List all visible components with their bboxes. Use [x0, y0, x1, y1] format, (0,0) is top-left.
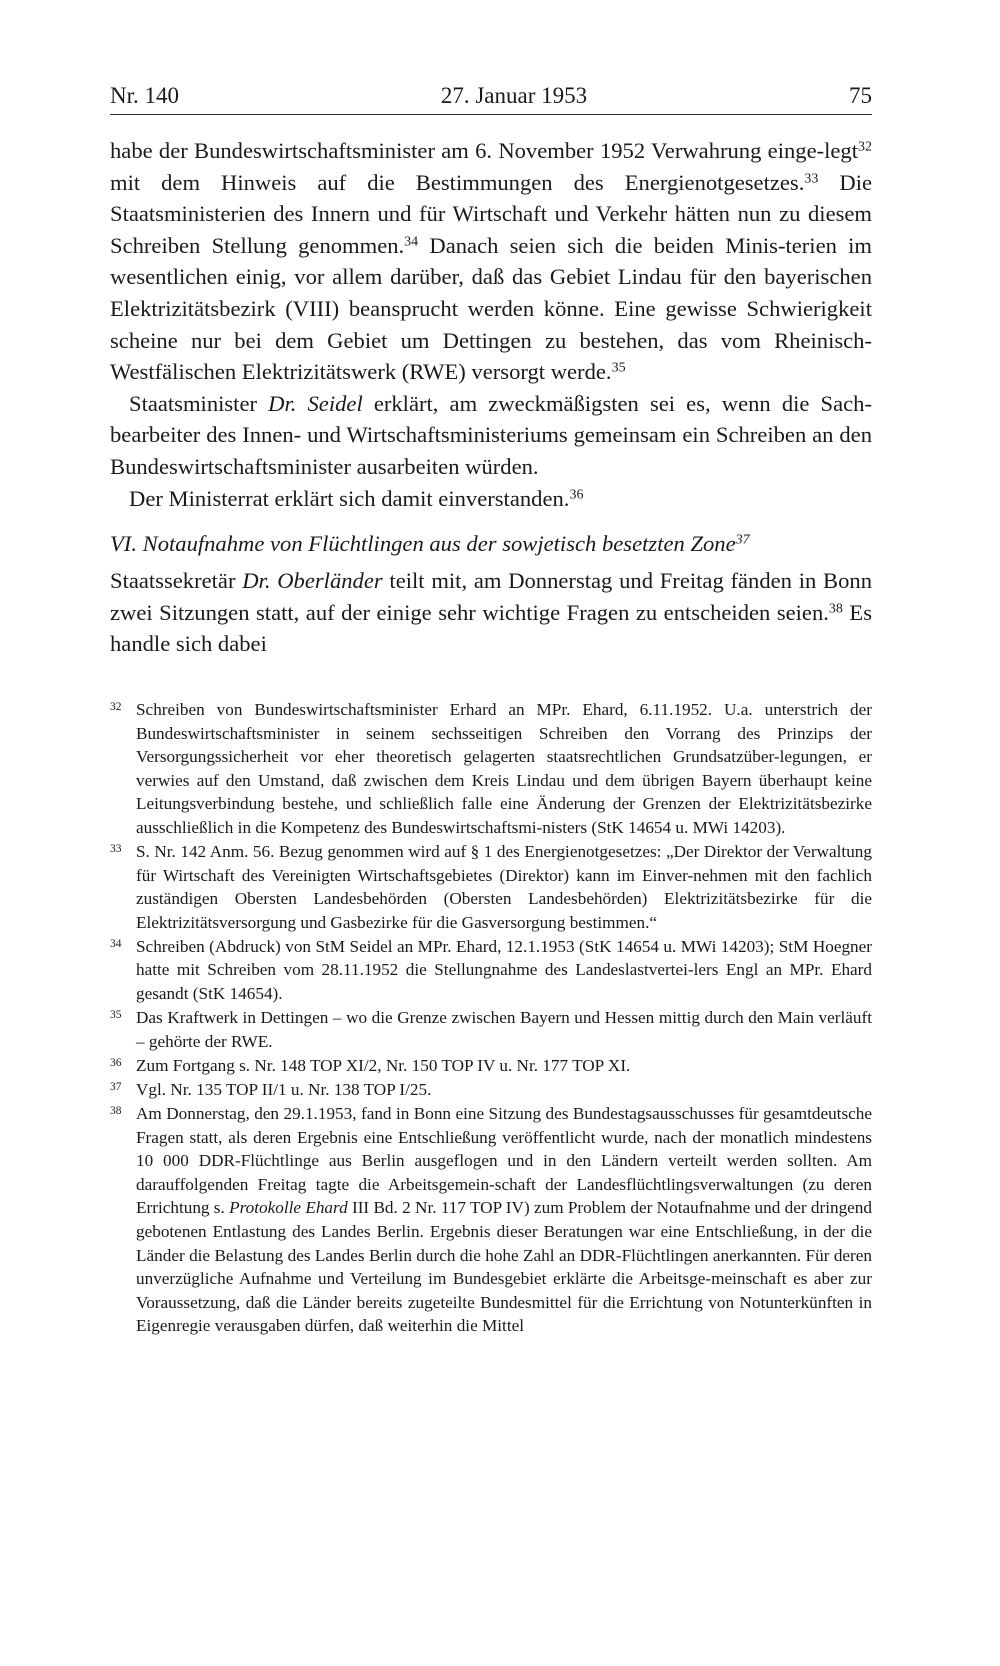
- footnote-number: 34: [110, 937, 122, 950]
- paragraph: Staatssekretär Dr. Oberländer teilt mit, am Donnerstag und Freitag fänden in Bonn zwei Sitzungen statt, auf der einige sehr wichtige Fragen zu entscheiden seien.$^{38}$ Es handle sich dabei: [110, 568, 873, 657]
- footnote-text: Vgl. Nr. 135 TOP II/1 u. Nr. 138 TOP I/25.: [136, 1079, 432, 1099]
- footnotes: [110, 698, 872, 1338]
- footnote-text: Am Donnerstag, den 29.1.1953, fand in Bonn eine Sitzung des Bundestagsausschusses für gesamtdeutsche Fragen statt, als deren Ergebnis eine Entschließung veröffentlicht wurde, nach der monatlich mindestens 10 000 DDR-Flüchtlinge aus Berlin ausgeflogen und in den Ländern verteilt werden sollten. Am darauffolgenden Freitag tagte die Arbeitsgemein-schaft der Landesflüchtlingsverwaltungen (zu deren Errichtung s. Protokolle Ehard III Bd. 2 Nr. 117 TOP IV) zum Problem der Notaufnahme und der dringend gebotenen Entlastung des Landes Berlin. Ergebnis dieser Beratungen war eine Entschließung, in der die Länder die Belastung des Landes Berlin durch die hohe Zahl an DDR-Flüchtlingen anerkannten. Für deren unverzügliche Aufnahme und Verteilung im Bundesgebiet erklärte die Arbeitsge-meinschaft es aber zur Voraussetzung, daß die Länder bereits zugeteilte Bundesmittel für die Errichtung von Notunterkünften in Eigenregie verausgaben dürfen, daß weiterhin die Mittel: [136, 1104, 872, 1336]
- page-number: 75: [849, 83, 872, 108]
- paragraph: Staatsminister Dr. Seidel erklärt, am zweckmäßigsten sei es, wenn die Sach-bearbeiter des Innen- und Wirtschaftsministeriums gemeinsam ein Schreiben an den Bundeswirtschaftsminister ausarbeiten würden.: [110, 390, 872, 479]
- footnote-32: [110, 698, 872, 840]
- footnote-ref-32[interactable]: 32: [858, 139, 872, 155]
- cited-work-title: Protokolle Ehard: [229, 1198, 348, 1218]
- footnote-number: 37: [110, 1080, 122, 1093]
- footnote-ref-35[interactable]: 35: [611, 360, 626, 376]
- speaker-name: Dr. Oberländer: [242, 568, 383, 594]
- footnote-ref-37[interactable]: 37: [735, 532, 750, 548]
- footnote-ref-36[interactable]: 36: [569, 486, 584, 502]
- footnote-number: 32: [110, 700, 122, 713]
- footnote-number: 33: [110, 842, 122, 855]
- main-text: [110, 135, 872, 660]
- footnote-number: 38: [110, 1105, 122, 1117]
- footnote-text: Schreiben (Abdruck) von StM Seidel an MPr. Ehard, 12.1.1953 (StK 14654 u. MWi 14203); StM Hoegner hatte mit Schreiben vom 28.11.1952 die Stellungnahme des Landeslastvertei-lers Engl an MPr. Ehard gesandt (StK 14654).: [136, 936, 872, 1004]
- section-heading: VI. Notaufnahme von Flüchtlingen aus der sowjetisch besetzten Zone$^{37}$: [110, 531, 750, 557]
- footnote-33: [110, 840, 872, 934]
- footnote-text: Das Kraftwerk in Dettingen – wo die Grenze zwischen Bayern und Hessen mittig durch den Main verläuft – gehörte der RWE.: [136, 1008, 872, 1051]
- footnote-36: [110, 1054, 872, 1078]
- document-number: Nr. 140: [110, 83, 179, 108]
- session-date: 27. Januar 1953: [440, 83, 588, 108]
- document-page: [110, 82, 872, 1338]
- footnote-ref-34[interactable]: 34: [404, 234, 419, 250]
- footnote-34: [110, 935, 872, 1006]
- footnote-ref-38[interactable]: 38: [828, 601, 843, 617]
- footnote-35: [110, 1006, 872, 1053]
- footnote-text: Zum Fortgang s. Nr. 148 TOP XI/2, Nr. 150 TOP IV u. Nr. 177 TOP XI.: [136, 1055, 631, 1075]
- paragraph: habe der Bundeswirtschaftsminister am 6. November 1952 Verwahrung einge-legt$^{32}$ mit dem Hinweis auf die Bestimmungen des Energienotgesetzes.$^{33}$ Die Staatsministerien des Innern und für Wirtschaft und Verkehr hätten nun zu diesem Schreiben Stellung genommen.$^{34}$ Danach seien sich die beiden Minis-terien im wesentlichen einig, vor allem darüber, daß das Gebiet Lindau für den bayerischen Elektrizitätsbezirk (VIII) beansprucht werden könne. Eine gewisse Schwierigkeit scheine nur bei dem Gebiet um Dettingen zu bestehen, das vom Rheinisch-Westfälischen Elektrizitätswerk (RWE) versorgt werde.$^{35}$: [110, 138, 872, 385]
- speaker-name: Dr. Seidel: [268, 390, 363, 416]
- footnote-number: 35: [110, 1009, 122, 1022]
- footnote-text: Schreiben von Bundeswirtschaftsminister Erhard an MPr. Ehard, 6.11.1952. U.a. unterstrich der Bundeswirtschaftsminister in seinem sechsseitigen Schreiben den Vorrang des Prinzips der Versorgungssicherheit vor eher theoretisch gelagerten staatsrechtlichen Grundsatzüber-legungen, er verwies auf den Umstand, daß zwischen dem Kreis Lindau und dem übrigen Bayern überhaupt keine Leitungsverbindung bestehe, und schließlich falle eine Änderung der Grenzen der Elektrizitätsbezirke ausschließlich in die Kompetenz des Bundeswirtschaftsmi-nisters (StK 14654 u. MWi 14203).: [136, 699, 872, 837]
- footnote-number: 36: [110, 1056, 122, 1069]
- running-header: [110, 82, 872, 115]
- paragraph: Der Ministerrat erklärt sich damit einverstanden.$^{36}$: [129, 485, 584, 511]
- footnote-text: S. Nr. 142 Anm. 56. Bezug genommen wird auf § 1 des Energienotgesetzes: „Der Direktor der Verwaltung für Wirtschaft des Vereinigten Wirtschaftsgebietes (Direktor) kann im Einver-nehmen mit den fachlich zuständigen Obersten Landesbehörden (Obersten Landesbehörden) Elektrizitätsbezirke für die Elektrizitätsversorgung und Gasbezirke für die Gasversorgung bestimmen.“: [136, 841, 872, 932]
- footnote-38: [110, 1102, 872, 1338]
- footnote-37: [110, 1078, 872, 1102]
- footnote-ref-33[interactable]: 33: [804, 170, 819, 186]
